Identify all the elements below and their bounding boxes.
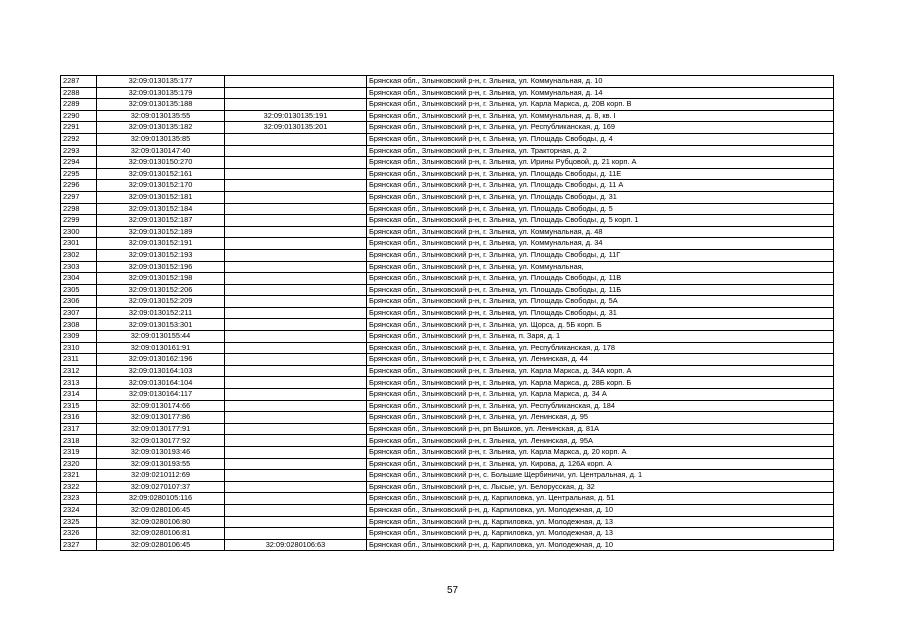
address-cell: Брянская обл., Злынковский р-н, г. Злынка, ул. Тракторная, д. 2 [367,145,834,157]
parent-cadastral-number-cell [225,191,367,203]
table-row [61,133,834,145]
table-row [61,470,834,482]
table-row [61,87,834,99]
address-cell: Брянская обл., Злынковский р-н, г. Злынка, ул. Коммунальная, д. 34 [367,238,834,250]
table-row [61,331,834,343]
address-cell: Брянская обл., Злынковский р-н, г. Злынка, ул. Коммунальная, д. 8, кв. I [367,110,834,122]
row-number-cell: 2308 [61,319,97,331]
parent-cadastral-number-cell [225,528,367,540]
parent-cadastral-number-cell [225,87,367,99]
address-cell: Брянская обл., Злынковский р-н, д. Карпиловка, ул. Центральная, д. 51 [367,493,834,505]
table-row [61,319,834,331]
address-cell: Брянская обл., Злынковский р-н, г. Злынка, ул. Ленинская, д. 95 [367,412,834,424]
row-number-cell: 2306 [61,296,97,308]
parent-cadastral-number-cell [225,354,367,366]
table-row [61,157,834,169]
row-number-cell: 2309 [61,331,97,343]
address-cell: Брянская обл., Злынковский р-н, д. Карпиловка, ул. Молодежная, д. 13 [367,528,834,540]
parent-cadastral-number-cell: 32:09:0130135:201 [225,122,367,134]
cadastral-number-cell: 32:09:0130135:188 [97,99,225,111]
table-row [61,504,834,516]
cadastral-number-cell: 32:09:0130164:117 [97,389,225,401]
parent-cadastral-number-cell [225,203,367,215]
address-cell: Брянская обл., Злынковский р-н, г. Злынка, ул. Площадь Свободы, д. 11 А [367,180,834,192]
registry-table-body [61,76,834,551]
table-row [61,389,834,401]
address-cell: Брянская обл., Злынковский р-н, с. Лысые, ул. Белорусская, д. 32 [367,481,834,493]
address-cell: Брянская обл., Злынковский р-н, г. Злынка, ул. Площадь Свободы, д. 5 [367,203,834,215]
cadastral-number-cell: 32:09:0130152:198 [97,273,225,285]
parent-cadastral-number-cell [225,331,367,343]
address-cell: Брянская обл., Злынковский р-н, г. Злынка, ул. Коммунальная, д. 48 [367,226,834,238]
row-number-cell: 2292 [61,133,97,145]
table-row [61,168,834,180]
table-row [61,284,834,296]
row-number-cell: 2327 [61,539,97,551]
address-cell: Брянская обл., Злынковский р-н, д. Карпиловка, ул. Молодежная, д. 10 [367,504,834,516]
row-number-cell: 2293 [61,145,97,157]
address-cell: Брянская обл., Злынковский р-н, г. Злынка, ул. Республиканская, д. 169 [367,122,834,134]
parent-cadastral-number-cell [225,470,367,482]
row-number-cell: 2299 [61,215,97,227]
address-cell: Брянская обл., Злынковский р-н, г. Злынка, ул. Ленинская, д. 44 [367,354,834,366]
row-number-cell: 2295 [61,168,97,180]
cadastral-number-cell: 32:09:0280106:45 [97,539,225,551]
row-number-cell: 2297 [61,191,97,203]
table-row [61,528,834,540]
parent-cadastral-number-cell [225,99,367,111]
parent-cadastral-number-cell [225,76,367,88]
cadastral-number-cell: 32:09:0280106:45 [97,504,225,516]
cadastral-number-cell: 32:09:0130135:85 [97,133,225,145]
address-cell: Брянская обл., Злынковский р-н, г. Злынка, ул. Ленинская, д. 95А [367,435,834,447]
parent-cadastral-number-cell [225,296,367,308]
row-number-cell: 2321 [61,470,97,482]
parent-cadastral-number-cell [225,481,367,493]
table-row [61,400,834,412]
table-row [61,215,834,227]
cadastral-number-cell: 32:09:0130152:184 [97,203,225,215]
cadastral-number-cell: 32:09:0130174:66 [97,400,225,412]
address-cell: Брянская обл., Злынковский р-н, г. Злынка, ул. Площадь Свободы, д. 4 [367,133,834,145]
parent-cadastral-number-cell [225,435,367,447]
row-number-cell: 2288 [61,87,97,99]
address-cell: Брянская обл., Злынковский р-н, г. Злынка, ул. Площадь Свободы, д. 11Е [367,168,834,180]
table-row [61,261,834,273]
row-number-cell: 2301 [61,238,97,250]
cadastral-number-cell: 32:09:0130152:187 [97,215,225,227]
cadastral-number-cell: 32:09:0130135:55 [97,110,225,122]
address-cell: Брянская обл., Злынковский р-н, г. Злынка, ул. Коммунальная, д. 14 [367,87,834,99]
row-number-cell: 2287 [61,76,97,88]
address-cell: Брянская обл., Злынковский р-н, г. Злынка, ул. Коммунальная, [367,261,834,273]
address-cell: Брянская обл., Злынковский р-н, г. Злынка, ул. Кирова, д. 126А корп. А [367,458,834,470]
table-row [61,99,834,111]
table-row [61,110,834,122]
row-number-cell: 2322 [61,481,97,493]
row-number-cell: 2323 [61,493,97,505]
cadastral-number-cell: 32:09:0130155:44 [97,331,225,343]
table-row [61,273,834,285]
row-number-cell: 2316 [61,412,97,424]
parent-cadastral-number-cell [225,215,367,227]
cadastral-number-cell: 32:09:0130177:92 [97,435,225,447]
registry-table [60,75,834,551]
parent-cadastral-number-cell [225,493,367,505]
table-row [61,180,834,192]
parent-cadastral-number-cell [225,504,367,516]
cadastral-number-cell: 32:09:0130152:161 [97,168,225,180]
table-row [61,249,834,261]
table-row [61,377,834,389]
row-number-cell: 2325 [61,516,97,528]
row-number-cell: 2310 [61,342,97,354]
address-cell: Брянская обл., Злынковский р-н, г. Злынка, ул. Карла Маркса, д. 28Б корп. Б [367,377,834,389]
table-row [61,296,834,308]
table-row [61,122,834,134]
parent-cadastral-number-cell [225,145,367,157]
cadastral-number-cell: 32:09:0280106:81 [97,528,225,540]
parent-cadastral-number-cell [225,365,367,377]
address-cell: Брянская обл., Злынковский р-н, д. Карпиловка, ул. Молодежная, д. 10 [367,539,834,551]
table-row [61,307,834,319]
table-row [61,342,834,354]
table-row [61,145,834,157]
row-number-cell: 2314 [61,389,97,401]
cadastral-number-cell: 32:09:0130152:193 [97,249,225,261]
cadastral-number-cell: 32:09:0280105:116 [97,493,225,505]
row-number-cell: 2313 [61,377,97,389]
address-cell: Брянская обл., Злынковский р-н, г. Злынка, ул. Площадь Свободы, д. 31 [367,191,834,203]
row-number-cell: 2289 [61,99,97,111]
row-number-cell: 2318 [61,435,97,447]
row-number-cell: 2326 [61,528,97,540]
cadastral-number-cell: 32:09:0130153:301 [97,319,225,331]
cadastral-number-cell: 32:09:0130177:86 [97,412,225,424]
cadastral-number-cell: 32:09:0130152:170 [97,180,225,192]
row-number-cell: 2311 [61,354,97,366]
row-number-cell: 2305 [61,284,97,296]
parent-cadastral-number-cell [225,168,367,180]
row-number-cell: 2304 [61,273,97,285]
address-cell: Брянская обл., Злынковский р-н, с. Большие Щербиничи, ул. Центральная, д. 1 [367,470,834,482]
cadastral-number-cell: 32:09:0210112:69 [97,470,225,482]
address-cell: Брянская обл., Злынковский р-н, г. Злынка, ул. Республиканская, д. 178 [367,342,834,354]
cadastral-number-cell: 32:09:0130164:103 [97,365,225,377]
address-cell: Брянская обл., Злынковский р-н, г. Злынка, ул. Площадь Свободы, д. 31 [367,307,834,319]
cadastral-number-cell: 32:09:0130177:91 [97,423,225,435]
cadastral-number-cell: 32:09:0130135:179 [97,87,225,99]
parent-cadastral-number-cell [225,458,367,470]
cadastral-number-cell: 32:09:0130147:40 [97,145,225,157]
parent-cadastral-number-cell: 32:09:0280106:63 [225,539,367,551]
cadastral-number-cell: 32:09:0130150:270 [97,157,225,169]
cadastral-number-cell: 32:09:0130152:191 [97,238,225,250]
row-number-cell: 2294 [61,157,97,169]
parent-cadastral-number-cell [225,516,367,528]
table-row [61,76,834,88]
table-row [61,539,834,551]
row-number-cell: 2319 [61,447,97,459]
address-cell: Брянская обл., Злынковский р-н, г. Злынка, ул. Площадь Свободы, д. 5А [367,296,834,308]
cadastral-number-cell: 32:09:0130152:206 [97,284,225,296]
table-row [61,458,834,470]
table-row [61,226,834,238]
row-number-cell: 2302 [61,249,97,261]
row-number-cell: 2298 [61,203,97,215]
parent-cadastral-number-cell [225,249,367,261]
cadastral-number-cell: 32:09:0130152:189 [97,226,225,238]
address-cell: Брянская обл., Злынковский р-н, г. Злынка, ул. Площадь Свободы, д. 11Г [367,249,834,261]
parent-cadastral-number-cell [225,377,367,389]
parent-cadastral-number-cell [225,284,367,296]
parent-cadastral-number-cell [225,238,367,250]
parent-cadastral-number-cell: 32:09:0130135:191 [225,110,367,122]
row-number-cell: 2300 [61,226,97,238]
table-row [61,238,834,250]
row-number-cell: 2315 [61,400,97,412]
cadastral-number-cell: 32:09:0130164:104 [97,377,225,389]
row-number-cell: 2320 [61,458,97,470]
row-number-cell: 2312 [61,365,97,377]
cadastral-number-cell: 32:09:0130152:211 [97,307,225,319]
cadastral-number-cell: 32:09:0130193:55 [97,458,225,470]
table-row [61,447,834,459]
parent-cadastral-number-cell [225,447,367,459]
cadastral-number-cell: 32:09:0130152:181 [97,191,225,203]
table-row [61,191,834,203]
row-number-cell: 2317 [61,423,97,435]
cadastral-number-cell: 32:09:0280106:80 [97,516,225,528]
table-row [61,481,834,493]
parent-cadastral-number-cell [225,273,367,285]
cadastral-number-cell: 32:09:0130135:177 [97,76,225,88]
table-row [61,365,834,377]
address-cell: Брянская обл., Злынковский р-н, г. Злынка, ул. Щорса, д. 5Б корп. Б [367,319,834,331]
row-number-cell: 2303 [61,261,97,273]
address-cell: Брянская обл., Злынковский р-н, г. Злынка, ул. Ирины Рубцовой, д. 21 корп. А [367,157,834,169]
address-cell: Брянская обл., Злынковский р-н, г. Злынка, ул. Площадь Свободы, д. 5 корп. 1 [367,215,834,227]
parent-cadastral-number-cell [225,307,367,319]
address-cell: Брянская обл., Злынковский р-н, г. Злынка, ул. Карла Маркса, д. 20 корп. А [367,447,834,459]
address-cell: Брянская обл., Злынковский р-н, г. Злынка, ул. Площадь Свободы, д. 11В [367,273,834,285]
parent-cadastral-number-cell [225,261,367,273]
row-number-cell: 2296 [61,180,97,192]
address-cell: Брянская обл., Злынковский р-н, г. Злынка, ул. Площадь Свободы, д. 11Б [367,284,834,296]
table-row [61,493,834,505]
table-row [61,354,834,366]
row-number-cell: 2290 [61,110,97,122]
row-number-cell: 2324 [61,504,97,516]
parent-cadastral-number-cell [225,412,367,424]
row-number-cell: 2291 [61,122,97,134]
address-cell: Брянская обл., Злынковский р-н, г. Злынка, ул. Коммунальная, д. 10 [367,76,834,88]
address-cell: Брянская обл., Злынковский р-н, г. Злынка, п. Заря, д. 1 [367,331,834,343]
address-cell: Брянская обл., Злынковский р-н, г. Злынка, ул. Карла Маркса, д. 20В корп. В [367,99,834,111]
address-cell: Брянская обл., Злынковский р-н, г. Злынка, ул. Карла Маркса, д. 34А корп. А [367,365,834,377]
table-row [61,516,834,528]
table-row [61,423,834,435]
page-number: 57 [446,585,459,596]
table-row [61,435,834,447]
parent-cadastral-number-cell [225,133,367,145]
parent-cadastral-number-cell [225,342,367,354]
table-row [61,203,834,215]
row-number-cell: 2307 [61,307,97,319]
cadastral-number-cell: 32:09:0130162:196 [97,354,225,366]
cadastral-number-cell: 32:09:0130193:46 [97,447,225,459]
cadastral-number-cell: 32:09:0130152:209 [97,296,225,308]
parent-cadastral-number-cell [225,400,367,412]
parent-cadastral-number-cell [225,226,367,238]
cadastral-number-cell: 32:09:0270107:37 [97,481,225,493]
cadastral-number-cell: 32:09:0130161:91 [97,342,225,354]
parent-cadastral-number-cell [225,180,367,192]
parent-cadastral-number-cell [225,423,367,435]
address-cell: Брянская обл., Злынковский р-н, д. Карпиловка, ул. Молодежная, д. 13 [367,516,834,528]
cadastral-number-cell: 32:09:0130152:196 [97,261,225,273]
cadastral-number-cell: 32:09:0130135:182 [97,122,225,134]
parent-cadastral-number-cell [225,319,367,331]
address-cell: Брянская обл., Злынковский р-н, г. Злынка, ул. Республиканская, д. 184 [367,400,834,412]
parent-cadastral-number-cell [225,157,367,169]
address-cell: Брянская обл., Злынковский р-н, г. Злынка, ул. Карла Маркса, д. 34 А [367,389,834,401]
address-cell: Брянская обл., Злынковский р-н, рп Вышков, ул. Ленинская, д. 81А [367,423,834,435]
parent-cadastral-number-cell [225,389,367,401]
table-row [61,412,834,424]
